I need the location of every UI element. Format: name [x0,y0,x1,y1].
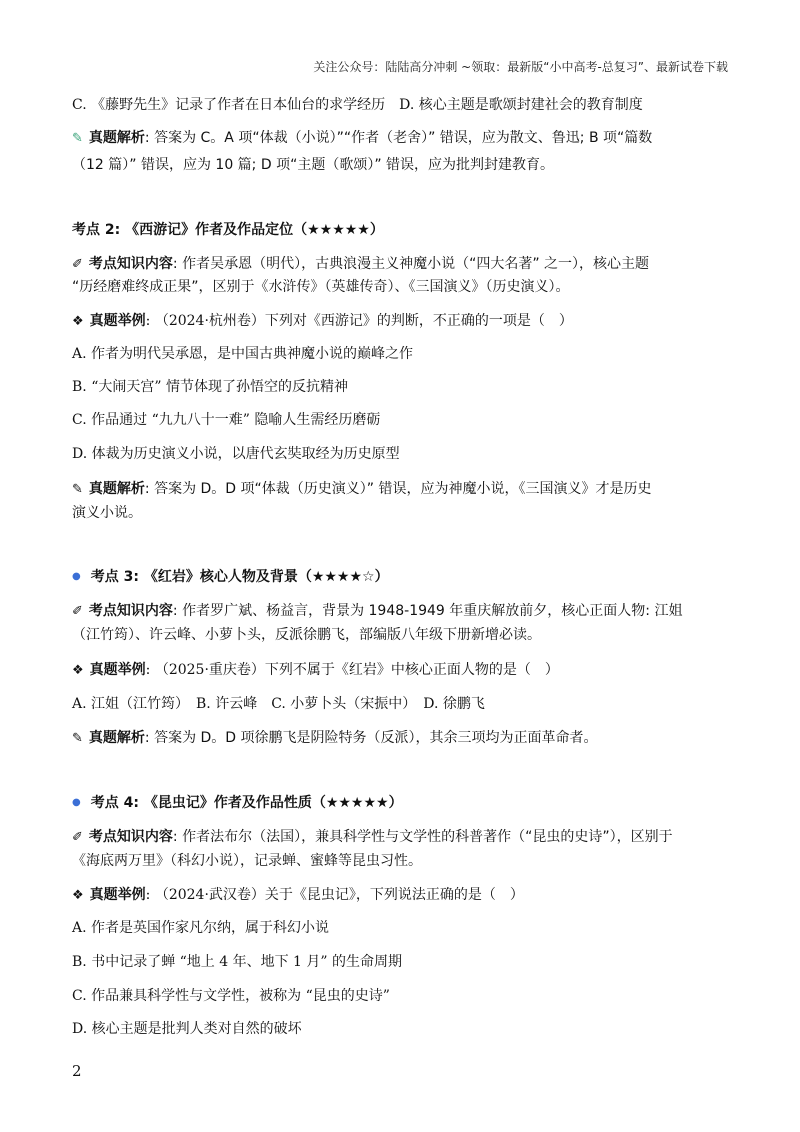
heading-text: 考点 4: 《昆虫记》作者及作品性质（★★★★★） [90,795,403,811]
page-header: 关注公众号：陆陆高分冲刺 ~领取：最新版“小中高考-总复习”、最新试卷下载 [313,60,728,74]
analysis-block-3 [72,727,732,750]
knowledge-block-4 [72,826,732,849]
option-b: B. 书中记录了蝉 “地上 4 年、地下 1 月” 的生命周期 [72,954,403,970]
analysis-label: 真题解析 [88,130,145,146]
knowledge-label: 考点知识内容 [88,829,173,845]
pencil-check-icon: ✎ [72,131,83,146]
option-a: A. 作者为明代吴承恩，是中国古典神魔小说的巅峰之作 [72,346,414,362]
analysis-text: : 答案为 D。D 项“体裁（历史演义）” 错误，应为神魔小说，《三国演义》才是历史 [144,481,652,497]
heading-text: 考点 3: 《红岩》核心人物及背景（★★★★☆） [90,569,389,585]
options-row: A. 江姐（江竹筠） B. 许云峰 C. 小萝卜头（宋振中） D. 徐鹏飞 [72,696,485,712]
example-text: : （2024·杭州卷）下列对《西游记》的判断，不正确的一项是（ ） [145,313,573,329]
knowledge-label: 考点知识内容 [88,603,173,619]
section-heading-4 [72,792,732,816]
analysis-line-2: 演义小说。 [72,505,142,521]
option-d: D. 体裁为历史演义小说，以唐代玄奘取经为历史原型 [72,446,400,462]
option-a: A. 作者是英国作家凡尔纳，属于科幻小说 [72,920,330,936]
analysis-label: 真题解析 [88,481,145,497]
pencil-icon: ✐ [72,830,83,845]
option-b: B. “大闹天宫” 情节体现了孙悟空的反抗精神 [72,379,348,395]
option-c: C. 作品通过 “九九八十一难” 隐喻人生需经历磨砺 [72,412,381,428]
knowledge-block-3 [72,600,732,623]
knowledge-text: : 作者吴承恩（明代），古典浪漫主义神魔小说（“四大名著” 之一），核心主题 [172,256,650,272]
example-label: 真题举例 [89,662,146,678]
example-label: 真题举例 [89,313,146,329]
bullet-dot-icon: ● [72,797,81,808]
option-c-d: C. 《藤野先生》记录了作者在日本仙台的求学经历 D. 核心主题是歌颂封建社会的教育制度 [72,97,643,113]
analysis-block-1 [72,127,732,150]
option-d: D. 核心主题是批判人类对自然的破坏 [72,1021,302,1037]
section-heading-2: 考点 2: 《西游记》作者及作品定位（★★★★★） [72,222,384,238]
pencil-icon: ✎ [72,731,83,746]
pencil-icon: ✎ [72,482,83,497]
example-block-2 [72,310,732,333]
analysis-text: : 答案为 C。A 项“体裁（小说）”“作者（老舍）” 错误，应为散文、鲁迅; B 项“篇数 [144,130,653,146]
analysis-label: 真题解析 [88,730,145,746]
diamond-bullet-icon: ❖ [72,314,84,329]
knowledge-label: 考点知识内容 [88,256,173,272]
knowledge-line-2: （江竹筠）、许云峰、小萝卜头，反派徐鹏飞，部编版八年级下册新增必读。 [72,627,541,643]
bullet-dot-icon: ● [72,571,81,582]
pencil-icon: ✐ [72,257,83,272]
analysis-block-2 [72,478,732,501]
example-text: : （2024·武汉卷）关于《昆虫记》，下列说法正确的是（ ） [145,887,524,903]
knowledge-line-2: 《海底两万里》（科幻小说），记录蝉、蜜蜂等昆虫习性。 [72,853,422,869]
option-c: C. 作品兼具科学性与文学性，被称为 “昆虫的史诗” [72,988,390,1004]
section-heading-3 [72,566,732,590]
knowledge-line-2: “历经磨难终成正果”，区别于《水浒传》（英雄传奇）、《三国演义》（历史演义）。 [72,279,570,295]
analysis-text: : 答案为 D。D 项徐鹏飞是阴险特务（反派），其余三项均为正面革命者。 [144,730,598,746]
knowledge-block-2 [72,253,732,276]
example-label: 真题举例 [89,887,146,903]
knowledge-text: : 作者法布尔（法国），兼具科学性与文学性的科普著作（“昆虫的史诗”），区别于 [172,829,673,845]
example-block-3 [72,659,732,682]
diamond-bullet-icon: ❖ [72,663,84,678]
pencil-icon: ✐ [72,604,83,619]
example-block-4 [72,884,732,907]
diamond-bullet-icon: ❖ [72,888,84,903]
example-text: : （2025·重庆卷）下列不属于《红岩》中核心正面人物的是（ ） [145,662,559,678]
page-number: 2 [72,1062,82,1080]
analysis-line-2: （12 篇）” 错误，应为 10 篇; D 项“主题（歌颂）” 错误，应为批判封建教育。 [72,157,555,173]
knowledge-text: : 作者罗广斌、杨益言，背景为 1948-1949 年重庆解放前夕，核心正面人物: 江姐 [172,603,683,619]
